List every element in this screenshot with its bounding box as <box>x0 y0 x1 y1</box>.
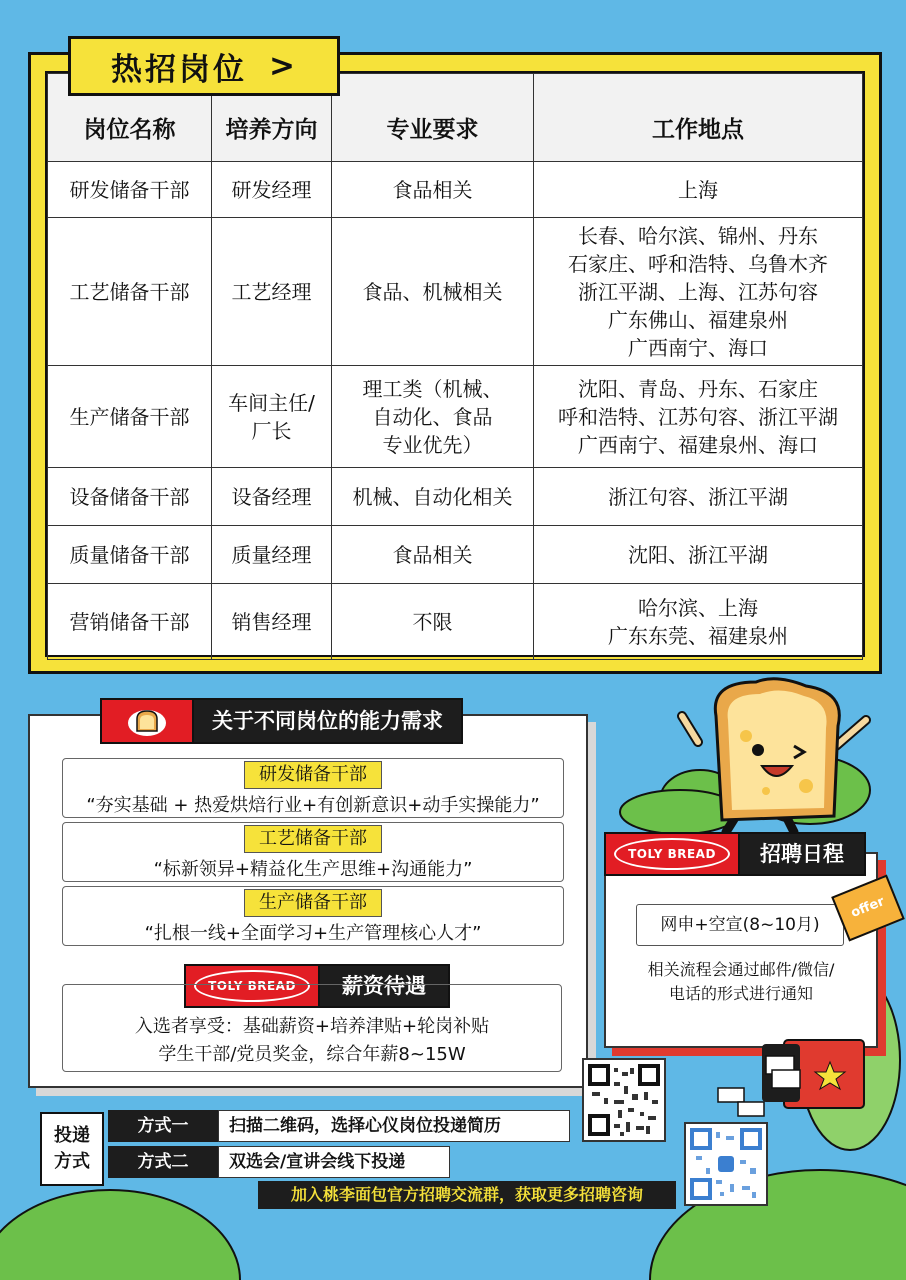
delivery-method-1 <box>108 1110 570 1142</box>
table-row <box>48 526 863 584</box>
cell-direction <box>212 468 332 526</box>
qr-code-icon <box>584 1060 664 1140</box>
toast-mascot <box>676 676 876 836</box>
cell-major <box>332 162 534 218</box>
ability-item-rd <box>62 758 564 818</box>
qr-code-group[interactable] <box>684 1122 768 1206</box>
cell-location-line: 广东东莞、福建泉州 <box>608 623 788 648</box>
ability-items <box>30 716 586 1086</box>
cell-major-line: 食品相关 <box>392 177 473 202</box>
toly-bread-logo: TOLY BREAD <box>194 970 310 1002</box>
bread-icon <box>127 705 167 737</box>
cell-major-line: 机械、自动化相关 <box>352 484 513 509</box>
cell-location-line: 呼和浩特、江苏句容、浙江平湖 <box>558 404 838 429</box>
ability-header <box>100 698 463 744</box>
ability-title: 关于不同岗位的能力需求 <box>194 698 463 744</box>
jobs-table-body <box>48 162 863 660</box>
cell-location <box>534 526 863 584</box>
cell-location-line: 浙江平湖、上海、江苏句容 <box>578 279 818 304</box>
cell-direction-line: 质量经理 <box>231 542 312 567</box>
ability-item-process <box>62 822 564 882</box>
cell-major-line: 自动化、食品 <box>372 404 493 429</box>
cell-direction <box>212 584 332 660</box>
cell-direction-line: 研发经理 <box>231 177 312 202</box>
schedule-note <box>606 958 876 1006</box>
ability-item-title: 工艺储备干部 <box>244 825 382 853</box>
table-row <box>48 468 863 526</box>
group-join-note: 加入桃李面包官方招聘交流群，获取更多招聘咨询 <box>258 1181 676 1209</box>
cell-major-line: 专业优先） <box>382 432 483 457</box>
jobs-tab[interactable] <box>68 36 340 96</box>
cell-direction <box>212 162 332 218</box>
cell-direction <box>212 366 332 468</box>
cell-major <box>332 468 534 526</box>
cell-location-line: 沈阳、浙江平湖 <box>628 542 768 567</box>
cell-position: 研发储备干部 <box>48 162 212 218</box>
header-location: 工作地点 <box>534 74 863 162</box>
schedule-card <box>604 852 878 1048</box>
header-position: 岗位名称 <box>48 74 212 162</box>
jobs-card <box>28 52 882 674</box>
mailbox-icon <box>700 1030 870 1130</box>
cell-location-line: 广西南宁、海口 <box>628 335 768 360</box>
qr-code-apply[interactable] <box>582 1058 666 1142</box>
ability-item-title: 生产储备干部 <box>244 889 382 917</box>
schedule-note-line-2: 电话的形式进行通知 <box>668 984 813 1003</box>
schedule-title: 招聘日程 <box>740 832 866 876</box>
cell-major-line: 不限 <box>412 609 453 634</box>
table-row <box>48 584 863 660</box>
cell-major <box>332 366 534 468</box>
cell-location-line: 长春、哈尔滨、锦州、丹东 <box>578 223 818 248</box>
qr-code-icon <box>686 1124 766 1204</box>
method-1-desc: 扫描二维码，选择心仪岗位投递简历 <box>218 1110 570 1142</box>
salary-box <box>62 984 562 1072</box>
ability-icon-frame <box>100 698 194 744</box>
cell-direction-line: 销售经理 <box>231 609 312 634</box>
method-2-desc: 双选会/宣讲会线下投递 <box>218 1146 450 1178</box>
cell-major-line: 食品相关 <box>392 542 473 567</box>
schedule-logo-frame <box>604 832 740 876</box>
delivery-label-line-2: 方式 <box>54 1151 90 1172</box>
cell-location <box>534 218 863 366</box>
schedule-period: 网申+空宣(8~10月) <box>636 904 844 946</box>
delivery-label-line-1: 投递 <box>54 1125 90 1146</box>
cell-location <box>534 366 863 468</box>
jobs-table-frame <box>45 71 865 657</box>
cell-major <box>332 526 534 584</box>
toly-bread-logo: TOLY BREAD <box>614 838 730 870</box>
cell-direction-line: 车间主任/ <box>228 390 315 415</box>
ability-item-desc: “标新领异+精益化生产思维+沟通能力” <box>153 859 473 880</box>
ability-item-desc: “夯实基础 + 热爱烘焙行业+有创新意识+动手实操能力” <box>86 795 540 816</box>
table-row <box>48 218 863 366</box>
cell-location-line: 浙江句容、浙江平湖 <box>608 484 788 509</box>
cell-position: 设备储备干部 <box>48 468 212 526</box>
cell-position: 营销储备干部 <box>48 584 212 660</box>
jobs-table <box>47 73 863 660</box>
salary-line-1: 入选者享受：基础薪资+培养津贴+轮岗补贴 <box>134 1016 490 1037</box>
cell-location-line: 石家庄、呼和浩特、乌鲁木齐 <box>568 251 828 276</box>
jobs-tab-title: 热招岗位 <box>111 51 247 88</box>
cell-direction <box>212 526 332 584</box>
cell-location-line: 哈尔滨、上海 <box>638 595 758 620</box>
cell-major-line: 理工类（机械、 <box>362 376 503 401</box>
cell-location-line: 上海 <box>678 177 718 202</box>
delivery-method-2 <box>108 1146 450 1178</box>
header-major: 专业要求 <box>332 74 534 162</box>
salary-line-2: 学生干部/党员奖金，综合年薪8~15W <box>158 1044 466 1065</box>
cell-location-line: 广西南宁、福建泉州、海口 <box>578 432 818 457</box>
salary-title: 薪资待遇 <box>320 964 450 1008</box>
cell-position: 生产储备干部 <box>48 366 212 468</box>
ability-item-desc: “扎根一线+全面学习+生产管理核心人才” <box>144 923 482 944</box>
cell-major <box>332 584 534 660</box>
cell-major <box>332 218 534 366</box>
cell-location <box>534 468 863 526</box>
cell-position: 工艺储备干部 <box>48 218 212 366</box>
delivery-label <box>40 1112 104 1186</box>
schedule-header <box>604 832 866 876</box>
header-direction: 培养方向 <box>212 74 332 162</box>
table-row <box>48 162 863 218</box>
cell-location <box>534 162 863 218</box>
method-2-name: 方式二 <box>108 1146 218 1178</box>
offer-label: offer <box>848 894 887 921</box>
method-1-name: 方式一 <box>108 1110 218 1142</box>
ability-item-production <box>62 886 564 946</box>
cell-location <box>534 584 863 660</box>
cell-position: 质量储备干部 <box>48 526 212 584</box>
cell-location-line: 广东佛山、福建泉州 <box>608 307 788 332</box>
cell-direction-line: 设备经理 <box>231 484 312 509</box>
cell-location-line: 沈阳、青岛、丹东、石家庄 <box>578 376 818 401</box>
cell-direction <box>212 218 332 366</box>
cell-direction-line: 厂长 <box>251 418 292 443</box>
jobs-tab-arrow: > <box>269 48 298 84</box>
ability-card <box>28 714 588 1088</box>
table-row <box>48 366 863 468</box>
cell-direction-line: 工艺经理 <box>231 279 312 304</box>
schedule-note-line-1: 相关流程会通过邮件/微信/ <box>647 960 835 979</box>
cell-major-line: 食品、机械相关 <box>362 279 503 304</box>
ability-item-title: 研发储备干部 <box>244 761 382 789</box>
